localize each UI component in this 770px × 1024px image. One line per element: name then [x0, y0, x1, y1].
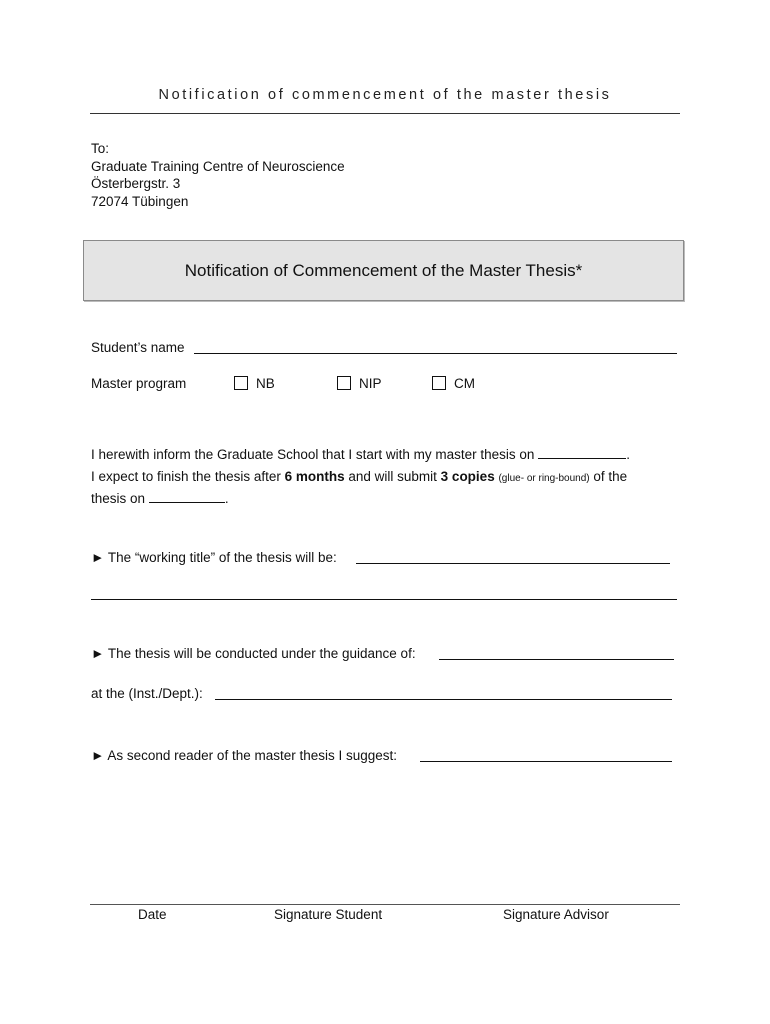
- page-header-title: Notification of commencement of the master thesis: [158, 87, 612, 103]
- address-to-label: To:: [91, 141, 110, 156]
- address-line-1: Graduate Training Centre of Neuroscience: [91, 158, 345, 174]
- start-date-field[interactable]: [538, 446, 626, 459]
- header-divider: [90, 113, 680, 114]
- second-reader-field[interactable]: [420, 749, 672, 762]
- finish-text-a: I expect to finish the thesis after: [91, 469, 285, 484]
- cm-checkbox[interactable]: [432, 376, 446, 390]
- submit-date-field[interactable]: [149, 490, 225, 503]
- copies-count: 3 copies: [440, 469, 495, 484]
- start-statement: I herewith inform the Graduate School that I start with my master thesis on: [91, 447, 535, 462]
- signature-line: [90, 904, 680, 905]
- address-line-2: Österbergstr. 3: [91, 176, 181, 191]
- option-nb-label: NB: [256, 376, 275, 391]
- option-cm[interactable]: [432, 376, 475, 391]
- nb-checkbox[interactable]: [234, 376, 248, 390]
- paragraph-line-2: [91, 469, 627, 484]
- binding-note: (glue- or ring-bound): [498, 473, 590, 484]
- option-nip[interactable]: [337, 376, 382, 391]
- paragraph-line-1: [91, 446, 630, 462]
- signature-student-label: Signature Student: [274, 907, 383, 922]
- working-title-field-line-2[interactable]: [91, 587, 677, 600]
- form-title: Notification of Commencement of the Master Thesis*: [184, 260, 583, 280]
- address-line-3: 72074 Tübingen: [91, 193, 189, 209]
- form-title-box: [83, 240, 684, 301]
- student-name-row: [91, 340, 185, 355]
- option-cm-label: CM: [454, 376, 475, 391]
- institute-field[interactable]: [215, 687, 672, 700]
- duration-months: 6 months: [284, 469, 345, 484]
- master-program-label: Master program: [91, 376, 187, 391]
- option-nb[interactable]: [234, 376, 275, 391]
- paragraph-line-3: [91, 490, 229, 506]
- working-title-field[interactable]: [356, 551, 670, 564]
- signature-advisor-label: Signature Advisor: [503, 907, 609, 922]
- recipient-address: [91, 140, 345, 210]
- finish-text-c: of the: [589, 469, 628, 484]
- student-name-field[interactable]: [194, 341, 677, 354]
- guidance-field[interactable]: [439, 647, 674, 660]
- working-title-label: ► The “working title” of the thesis will be:: [91, 550, 337, 565]
- institute-label: at the (Inst./Dept.):: [91, 686, 203, 701]
- submit-date-period: .: [224, 491, 229, 506]
- finish-text-b: and will submit: [344, 469, 441, 484]
- signature-date-label: Date: [138, 907, 167, 922]
- second-reader-label: ► As second reader of the master thesis I suggest:: [91, 748, 398, 763]
- guidance-label: ► The thesis will be conducted under the guidance of:: [91, 646, 416, 661]
- start-date-period: .: [626, 447, 630, 462]
- nip-checkbox[interactable]: [337, 376, 351, 390]
- student-name-label: Student’s name: [91, 340, 185, 355]
- option-nip-label: NIP: [359, 376, 382, 391]
- submit-date-label: thesis on: [91, 491, 146, 506]
